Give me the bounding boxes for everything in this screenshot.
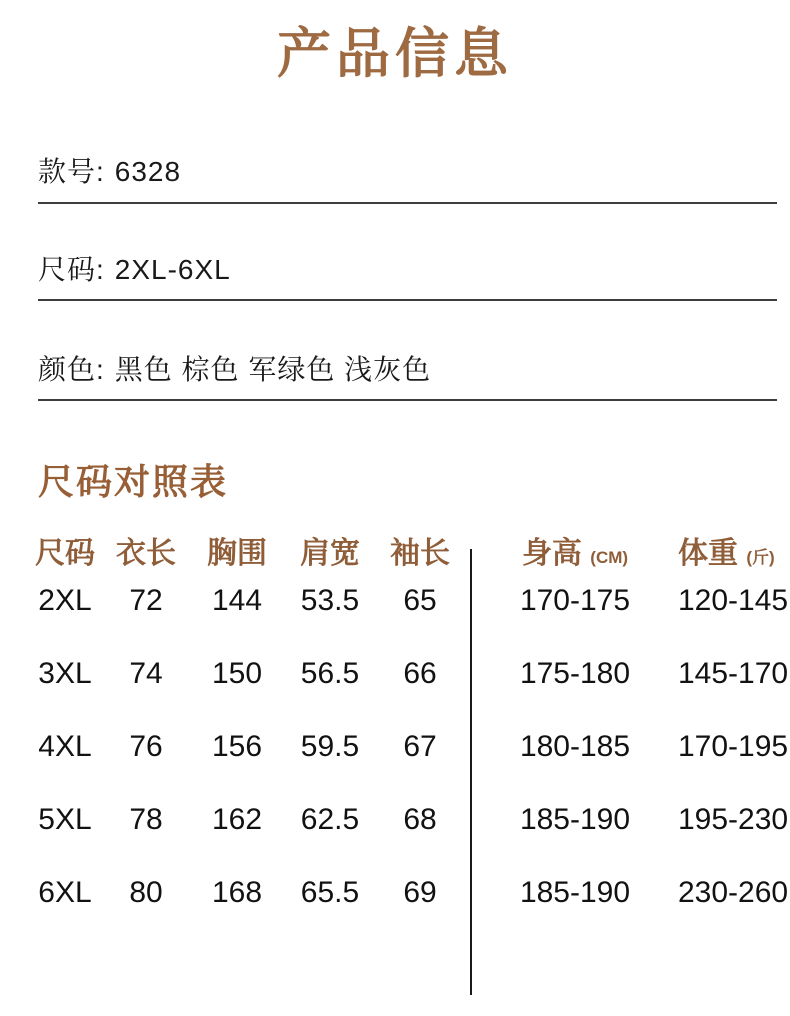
cell-weight: 145-170	[678, 656, 789, 690]
cell-chest: 156	[211, 729, 263, 763]
cell-height: 180-185	[519, 729, 631, 763]
color-options-label: 颜色:	[38, 354, 105, 385]
cell-length: 74	[129, 656, 163, 690]
cell-shoulder: 62.5	[300, 802, 360, 836]
cell-height: 175-180	[519, 656, 631, 690]
table-row-2xl	[20, 564, 790, 637]
cell-chest: 162	[211, 802, 263, 836]
cell-chest: 168	[211, 875, 263, 909]
cell-length: 78	[129, 802, 163, 836]
header-cell-weight: 体重 (斤)	[678, 537, 775, 570]
header-cell-shoulder: 肩宽	[300, 537, 360, 570]
cell-sleeve: 67	[403, 729, 437, 763]
cell-length: 80	[129, 875, 163, 909]
cell-chest: 144	[211, 583, 263, 617]
cell-length: 72	[129, 583, 163, 617]
header-cell-length: 衣长	[116, 537, 176, 570]
cell-size: 6XL	[38, 875, 92, 909]
header-cell-sleeve: 袖长	[390, 537, 450, 570]
header-cell-chest: 胸围	[207, 537, 267, 570]
cell-size: 5XL	[38, 802, 92, 836]
header-cell-height: 身高 (CM)	[521, 537, 629, 570]
cell-shoulder: 59.5	[300, 729, 360, 763]
cell-height: 170-175	[519, 583, 631, 617]
cell-weight: 230-260	[678, 875, 789, 909]
size-range-row	[38, 204, 777, 301]
cell-sleeve: 66	[403, 656, 437, 690]
cell-weight: 195-230	[678, 802, 789, 836]
cell-weight: 170-195	[678, 729, 789, 763]
cell-sleeve: 69	[403, 875, 437, 909]
size-chart-header-row	[20, 528, 790, 570]
cell-height: 185-190	[519, 802, 631, 836]
product-info-page	[0, 22, 790, 929]
page-title: 产品信息	[277, 24, 513, 84]
size-range-value: 2XL-6XL	[114, 254, 231, 285]
table-row-5xl	[20, 783, 790, 856]
weight-unit-label: (斤)	[746, 548, 775, 567]
style-number-label: 款号:	[38, 156, 105, 187]
size-range-label: 尺码:	[38, 254, 105, 285]
table-vertical-divider	[470, 549, 472, 995]
cell-size: 2XL	[38, 583, 92, 617]
style-number-value: 6328	[114, 156, 182, 187]
cell-shoulder: 65.5	[300, 875, 360, 909]
cell-size: 3XL	[38, 656, 92, 690]
table-row-3xl	[20, 637, 790, 710]
cell-shoulder: 53.5	[300, 583, 360, 617]
product-info-list	[38, 87, 777, 401]
cell-weight: 120-145	[678, 583, 789, 617]
cell-sleeve: 65	[403, 583, 437, 617]
cell-sleeve: 68	[403, 802, 437, 836]
size-chart-heading: 尺码对照表	[38, 461, 229, 502]
size-chart-table	[0, 528, 790, 929]
height-unit-label: (CM)	[590, 548, 629, 567]
cell-length: 76	[129, 729, 163, 763]
table-row-4xl	[20, 710, 790, 783]
color-options-row	[38, 301, 777, 401]
cell-chest: 150	[211, 656, 263, 690]
cell-shoulder: 56.5	[300, 656, 360, 690]
table-row-6xl	[20, 856, 790, 929]
cell-height: 185-190	[519, 875, 631, 909]
header-cell-size: 尺码	[35, 537, 95, 570]
style-number-row	[38, 87, 777, 204]
cell-size: 4XL	[38, 729, 92, 763]
color-options-value: 黑色 棕色 军绿色 浅灰色	[114, 354, 432, 385]
